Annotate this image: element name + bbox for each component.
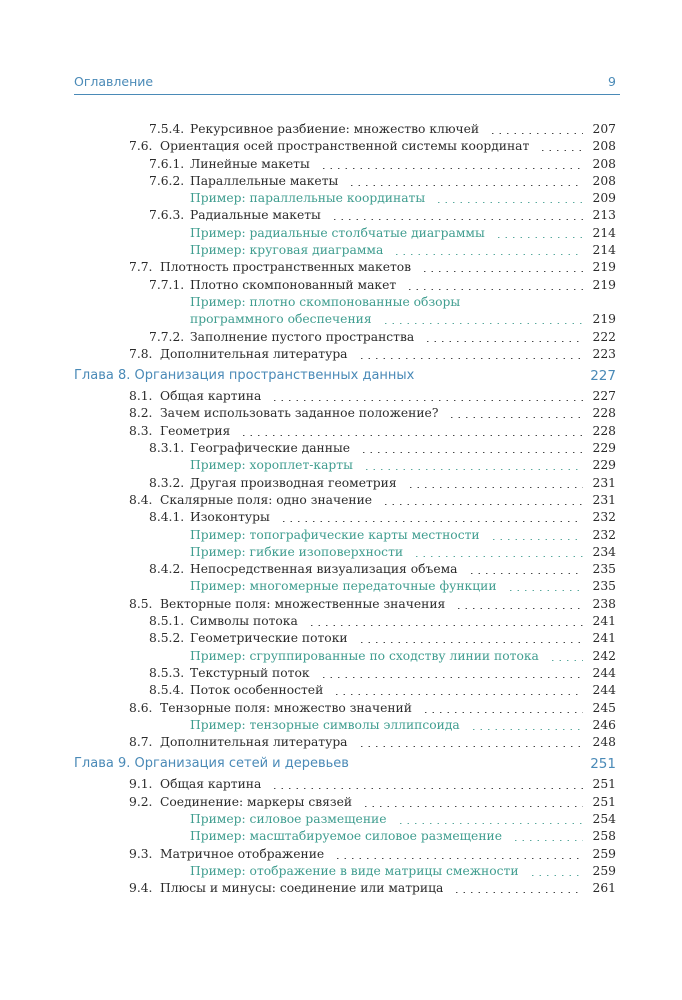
toc-entry-title: Радиальные макеты bbox=[190, 208, 321, 223]
toc-example-entry[interactable] bbox=[0, 294, 682, 311]
toc-entry-title: Пример: отображение в виде матрицы смежности bbox=[190, 863, 519, 878]
toc-section-entry[interactable] bbox=[0, 630, 682, 647]
toc-section-entry[interactable] bbox=[0, 207, 682, 224]
toc-entry-page: 209 bbox=[592, 191, 616, 206]
toc-entry-page: 248 bbox=[592, 735, 616, 750]
toc-entry-title: Заполнение пустого пространства bbox=[190, 329, 415, 344]
toc-entry-title: Пример: тензорные символы эллипсоида bbox=[190, 717, 460, 732]
toc-leader-dots bbox=[539, 138, 582, 155]
toc-entry-page: 231 bbox=[592, 492, 616, 507]
toc-entry-page: 231 bbox=[592, 475, 616, 490]
toc-section-entry[interactable] bbox=[0, 156, 682, 173]
toc-entry-page: 232 bbox=[592, 510, 616, 525]
toc-entry-title: Векторные поля: множественные значения bbox=[160, 596, 446, 611]
toc-entry-title: Рекурсивное разбиение: множество ключей bbox=[190, 122, 480, 136]
toc-entry-title: Соединение: маркеры связей bbox=[160, 794, 353, 809]
toc-entry-number: 8.6. bbox=[129, 700, 153, 715]
toc-entry-number: 8.4.2. bbox=[149, 562, 185, 577]
toc-entry-page: 207 bbox=[592, 122, 616, 136]
toc-leader-dots bbox=[331, 207, 583, 224]
toc-leader-dots bbox=[507, 578, 583, 595]
toc-entry-page: 244 bbox=[592, 665, 616, 680]
toc-entry-number: 8.5. bbox=[129, 596, 153, 611]
toc-leader-dots bbox=[512, 828, 583, 845]
toc-leader-dots bbox=[413, 544, 582, 561]
toc-section-entry[interactable] bbox=[0, 405, 682, 422]
toc-entry-page: 258 bbox=[592, 829, 616, 844]
toc-section-entry[interactable] bbox=[0, 613, 682, 630]
toc-example-entry[interactable] bbox=[0, 311, 682, 328]
toc-entry-title: программного обеспечения bbox=[190, 312, 372, 327]
toc-leader-dots bbox=[363, 457, 583, 474]
toc-leader-dots bbox=[360, 440, 583, 457]
toc-example-entry[interactable] bbox=[0, 648, 682, 665]
toc-entry-page: 235 bbox=[592, 579, 616, 594]
toc-leader-dots bbox=[393, 242, 582, 259]
toc-leader-dots bbox=[424, 329, 582, 346]
toc-example-entry[interactable] bbox=[0, 527, 682, 544]
toc-entry-title: Геометрические потоки bbox=[190, 631, 348, 646]
toc-leader-dots bbox=[348, 173, 582, 190]
toc-entry-title: Скалярные поля: одно значение bbox=[160, 492, 373, 507]
toc-leader-dots bbox=[358, 346, 583, 363]
toc-leader-dots bbox=[280, 509, 583, 526]
toc-leader-dots bbox=[407, 475, 583, 492]
toc-entry-title: Дополнительная литература bbox=[160, 346, 348, 361]
toc-entry-number: 7.7.1. bbox=[149, 277, 185, 292]
toc-entry-title: Поток особенностей bbox=[190, 683, 324, 698]
toc-section-entry[interactable] bbox=[0, 492, 682, 509]
toc-leader-dots bbox=[362, 794, 582, 811]
toc-leader-dots bbox=[549, 648, 583, 665]
toc-chapter-entry[interactable] bbox=[0, 754, 682, 774]
toc-entry-page: 238 bbox=[592, 596, 616, 611]
toc-entry-number: 8.5.1. bbox=[149, 614, 185, 629]
toc-entry-number: 7.6. bbox=[129, 139, 153, 154]
toc-entry-number: 7.7.2. bbox=[149, 329, 185, 344]
toc-entry-page: 244 bbox=[592, 683, 616, 698]
toc-entry-page: 251 bbox=[592, 794, 616, 809]
toc-entry-page: 219 bbox=[592, 312, 616, 327]
toc-leader-dots bbox=[470, 717, 583, 734]
toc-section-entry[interactable] bbox=[0, 561, 682, 578]
toc-section-entry[interactable] bbox=[0, 794, 682, 811]
toc-leader-dots bbox=[421, 259, 582, 276]
toc-entry-number: 8.4.1. bbox=[149, 510, 185, 525]
toc-entry-page: 208 bbox=[592, 139, 616, 154]
toc-leader-dots bbox=[333, 682, 582, 699]
toc-example-entry[interactable] bbox=[0, 457, 682, 474]
toc-entry-title: Пример: многомерные передаточные функции bbox=[190, 579, 497, 594]
toc-entry-page: 214 bbox=[592, 243, 616, 258]
toc-section-entry[interactable] bbox=[0, 423, 682, 440]
toc-entry-page: 223 bbox=[592, 346, 616, 361]
toc-leader-dots bbox=[468, 561, 583, 578]
toc-leader-dots bbox=[406, 277, 582, 294]
toc-entry-page: 251 bbox=[590, 756, 616, 773]
toc-entry-title: Ориентация осей пространственной системы координат bbox=[160, 139, 530, 154]
toc-entry-number: 7.5.4. bbox=[149, 122, 185, 136]
toc-entry-number: 8.1. bbox=[129, 389, 153, 404]
toc-entry-number: 9.4. bbox=[129, 881, 153, 896]
header-page-number: 9 bbox=[608, 74, 616, 89]
toc-leader-dots bbox=[489, 121, 582, 138]
toc-entry-title: Геометрия bbox=[160, 423, 231, 438]
toc-section-entry[interactable] bbox=[0, 173, 682, 190]
toc-entry-title: Линейные макеты bbox=[190, 156, 310, 171]
toc-leader-dots bbox=[495, 225, 583, 242]
toc-entry-page: 232 bbox=[592, 527, 616, 542]
toc-entry-page: 219 bbox=[592, 260, 616, 275]
running-header bbox=[74, 74, 620, 94]
toc-entry-title: Общая картина bbox=[160, 777, 262, 792]
toc-section-entry[interactable] bbox=[0, 440, 682, 457]
toc-example-entry[interactable] bbox=[0, 811, 682, 828]
toc-entry-page: 214 bbox=[592, 225, 616, 240]
toc-section-entry[interactable] bbox=[0, 596, 682, 613]
toc-entry-title: Параллельные макеты bbox=[190, 173, 339, 188]
toc-entry-page: 254 bbox=[592, 811, 616, 826]
toc-section-entry[interactable] bbox=[0, 846, 682, 863]
toc-entry-number: 7.6.2. bbox=[149, 173, 185, 188]
toc-section-entry[interactable] bbox=[0, 346, 682, 363]
toc-entry-page: 213 bbox=[592, 208, 616, 223]
toc-example-entry[interactable] bbox=[0, 828, 682, 845]
toc-entry-number: 8.7. bbox=[129, 735, 153, 750]
toc-leader-dots bbox=[435, 190, 582, 207]
table-of-contents bbox=[0, 121, 682, 897]
toc-section-entry[interactable] bbox=[0, 259, 682, 276]
toc-entry-title: Пример: круговая диаграмма bbox=[190, 243, 384, 258]
toc-entry-title: Изоконтуры bbox=[190, 510, 270, 525]
toc-entry-title: Матричное отображение bbox=[160, 846, 325, 861]
header-title: Оглавление bbox=[74, 74, 154, 89]
toc-leader-dots bbox=[320, 156, 583, 173]
toc-leader-dots bbox=[271, 776, 582, 793]
toc-entry-page: 219 bbox=[592, 277, 616, 292]
toc-entry-title: Пример: сгруппированные по сходству линии потока bbox=[190, 648, 539, 663]
toc-section-entry[interactable] bbox=[0, 700, 682, 717]
toc-section-entry[interactable] bbox=[0, 277, 682, 294]
toc-entry-page: 241 bbox=[592, 631, 616, 646]
toc-entry-page: 229 bbox=[592, 458, 616, 473]
toc-leader-dots bbox=[453, 880, 582, 897]
toc-entry-page: 261 bbox=[592, 881, 616, 896]
toc-entry-page: 241 bbox=[592, 614, 616, 629]
toc-section-entry[interactable] bbox=[0, 665, 682, 682]
toc-entry-title: Пример: топографические карты местности bbox=[190, 527, 480, 542]
toc-section-entry[interactable] bbox=[0, 509, 682, 526]
toc-entry-title: Тензорные поля: множество значений bbox=[160, 700, 412, 715]
toc-entry-title: Пример: радиальные столбчатые диаграммы bbox=[190, 225, 485, 240]
toc-entry-number: 9.3. bbox=[129, 846, 153, 861]
toc-entry-page: 245 bbox=[592, 700, 616, 715]
toc-entry-title: Дополнительная литература bbox=[160, 735, 348, 750]
toc-entry-page: 234 bbox=[592, 544, 616, 559]
toc-leader-dots bbox=[422, 700, 583, 717]
toc-entry-number: 8.3. bbox=[129, 423, 153, 438]
toc-entry-page: 229 bbox=[592, 441, 616, 456]
toc-leader-dots bbox=[240, 423, 582, 440]
toc-leader-dots bbox=[448, 405, 582, 422]
toc-entry-page: 251 bbox=[592, 777, 616, 792]
toc-entry-number: 7.6.1. bbox=[149, 156, 185, 171]
toc-entry-page: 228 bbox=[592, 406, 616, 421]
toc-entry-page: 228 bbox=[592, 423, 616, 438]
toc-leader-dots bbox=[529, 863, 583, 880]
toc-entry-title: Зачем использовать заданное положение? bbox=[160, 406, 439, 421]
toc-entry-number: 8.5.3. bbox=[149, 665, 185, 680]
toc-section-entry[interactable] bbox=[0, 475, 682, 492]
toc-entry-number: 9.1. bbox=[129, 777, 153, 792]
toc-section-entry[interactable] bbox=[0, 388, 682, 405]
toc-entry-number: 9.2. bbox=[129, 794, 153, 809]
toc-entry-title: Общая картина bbox=[160, 389, 262, 404]
toc-leader-dots bbox=[382, 311, 583, 328]
toc-entry-title: Глава 8. Организация пространственных данных bbox=[74, 368, 415, 384]
toc-entry-title: Символы потока bbox=[190, 614, 298, 629]
toc-example-entry[interactable] bbox=[0, 242, 682, 259]
toc-leader-dots bbox=[382, 492, 582, 509]
toc-leader-dots bbox=[320, 665, 583, 682]
toc-example-entry[interactable] bbox=[0, 578, 682, 595]
toc-example-entry[interactable] bbox=[0, 190, 682, 207]
toc-entry-title: Другая производная геометрия bbox=[190, 475, 397, 490]
toc-leader-dots bbox=[490, 527, 583, 544]
toc-entry-page: 259 bbox=[592, 863, 616, 878]
toc-entry-number: 8.5.2. bbox=[149, 631, 185, 646]
toc-entry-title: Пример: плотно скомпонованные обзоры bbox=[190, 294, 461, 309]
toc-entry-page: 222 bbox=[592, 329, 616, 344]
toc-leader-dots bbox=[308, 613, 583, 630]
toc-entry-page: 246 bbox=[592, 717, 616, 732]
toc-section-entry[interactable] bbox=[0, 329, 682, 346]
toc-entry-page: 242 bbox=[592, 648, 616, 663]
toc-leader-dots bbox=[455, 596, 582, 613]
toc-entry-page: 208 bbox=[592, 173, 616, 188]
toc-entry-title: Пример: гибкие изоповерхности bbox=[190, 544, 404, 559]
toc-section-entry[interactable] bbox=[0, 682, 682, 699]
header-rule bbox=[74, 94, 620, 95]
toc-section-entry[interactable] bbox=[0, 734, 682, 751]
toc-entry-number: 7.7. bbox=[129, 260, 153, 275]
toc-example-entry[interactable] bbox=[0, 544, 682, 561]
toc-entry-page: 208 bbox=[592, 156, 616, 171]
toc-section-entry[interactable] bbox=[0, 121, 682, 138]
toc-entry-number: 8.4. bbox=[129, 492, 153, 507]
toc-entry-title: Плотность пространственных макетов bbox=[160, 260, 412, 275]
toc-example-entry[interactable] bbox=[0, 717, 682, 734]
toc-entry-number: 7.8. bbox=[129, 346, 153, 361]
toc-entry-number: 8.3.1. bbox=[149, 441, 185, 456]
toc-leader-dots bbox=[271, 388, 582, 405]
toc-entry-title: Текстурный поток bbox=[190, 665, 310, 680]
toc-entry-number: 8.5.4. bbox=[149, 683, 185, 698]
toc-entry-title: Глава 9. Организация сетей и деревьев bbox=[74, 756, 349, 772]
toc-entry-title: Непосредственная визуализация объема bbox=[190, 562, 458, 577]
toc-entry-title: Плотно скомпонованный макет bbox=[190, 277, 397, 292]
toc-leader-dots bbox=[334, 846, 582, 863]
toc-entry-title: Пример: силовое размещение bbox=[190, 811, 387, 826]
toc-chapter-entry[interactable] bbox=[0, 366, 682, 386]
toc-entry-number: 7.6.3. bbox=[149, 208, 185, 223]
toc-example-entry[interactable] bbox=[0, 225, 682, 242]
toc-entry-title: Пример: хороплет-карты bbox=[190, 458, 353, 473]
toc-section-entry[interactable] bbox=[0, 776, 682, 793]
toc-entry-page: 235 bbox=[592, 562, 616, 577]
toc-entry-page: 227 bbox=[590, 368, 616, 385]
toc-entry-number: 8.2. bbox=[129, 406, 153, 421]
toc-entry-title: Пример: параллельные координаты bbox=[190, 191, 426, 206]
toc-example-entry[interactable] bbox=[0, 863, 682, 880]
toc-entry-page: 259 bbox=[592, 846, 616, 861]
toc-entry-title: Пример: масштабируемое силовое размещение bbox=[190, 829, 502, 844]
toc-section-entry[interactable] bbox=[0, 880, 682, 897]
toc-leader-dots bbox=[358, 734, 583, 751]
toc-entry-title: Географические данные bbox=[190, 441, 351, 456]
toc-entry-page: 227 bbox=[592, 389, 616, 404]
toc-entry-number: 8.3.2. bbox=[149, 475, 185, 490]
toc-leader-dots bbox=[397, 811, 583, 828]
toc-leader-dots bbox=[358, 630, 583, 647]
toc-section-entry[interactable] bbox=[0, 138, 682, 155]
toc-entry-title: Плюсы и минусы: соединение или матрица bbox=[160, 881, 444, 896]
